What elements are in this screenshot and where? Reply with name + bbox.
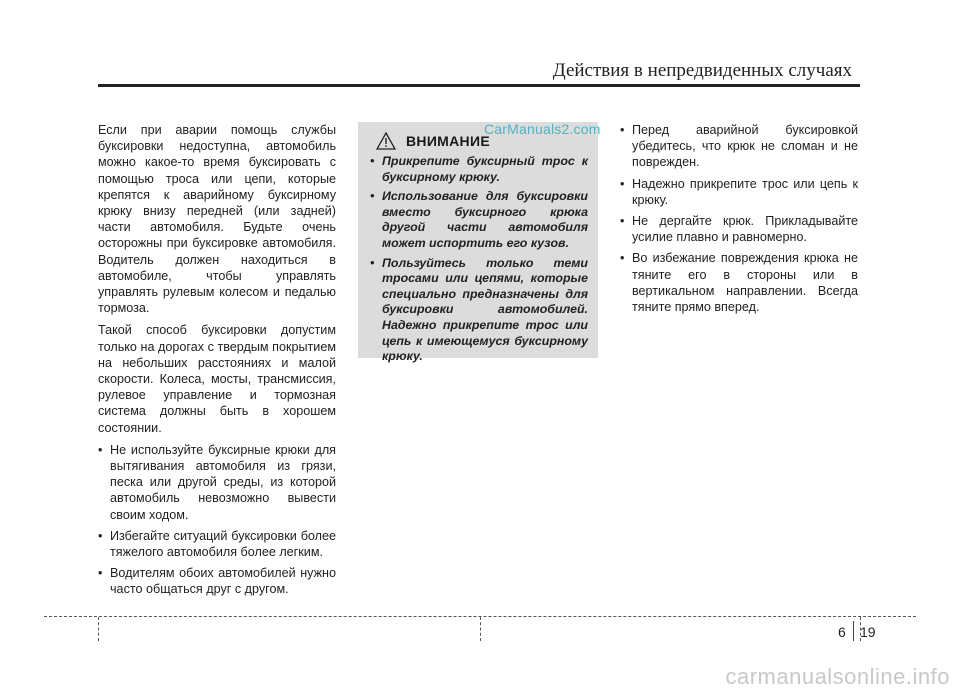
right-column: [620, 122, 858, 320]
list-item: • Избегайте ситуаций буксировки более тяжелого автомобиля более легким.: [98, 528, 336, 560]
paragraph: Если при аварии помощь службы буксировки недоступна, автомобиль можно какое-то время буксировать с помощью троса или цепи, которые крепятся к аварийному буксирному крюку внизу передней (или задней) части автомобиля. Будьте очень осторожны при буксировке автомобиля. Водитель должен находиться в автомобиле, чтобы управлять управлять рулевым колесом и педалью тормоза.: [98, 123, 336, 316]
list-item: • Во избежание повреждения крюка не тяните его в стороны или в вертикальном направлении. Всегда тяните прямо вперед.: [620, 250, 858, 315]
right-bullet-list: [620, 122, 858, 315]
footer-tick: [480, 617, 481, 641]
list-item: • Не дергайте крюк. Прикладывайте усилие плавно и равномерно.: [620, 213, 858, 245]
list-item: • Водителям обоих автомобилей нужно часто общаться друг с другом.: [98, 565, 336, 597]
header-rule: [98, 84, 860, 87]
list-item: • Не используйте буксирные крюки для вытягивания автомобиля из грязи, песка или другой среды, из которой автомобиль невозможно вывести своим ходом.: [98, 442, 336, 523]
list-item: • Надежно прикрепите трос или цепь к крюку.: [620, 176, 858, 208]
warning-triangle-icon: [376, 132, 396, 150]
section-title: Действия в непредвиденных случаях: [552, 60, 852, 81]
watermark-text: CarManuals2.com: [484, 121, 601, 137]
left-column: [98, 122, 336, 603]
list-item: • Пользуйтесь только теми тросами или цепями, которые специально предназначены для буксировки автомобилей. Надежно прикрепите трос или цепь к имеющемуся буксирному крюку.: [370, 256, 588, 365]
paragraph: Такой способ буксировки допустим только на дорогах с твердым покрытием на небольших расстояниях и малой скорости. Колеса, мосты, трансмиссия, рулевое управление и тормозная система должны быть в хорошем состоянии.: [98, 323, 336, 435]
warning-box: [358, 122, 598, 364]
list-item: • Перед аварийной буксировкой убедитесь, что крюк не сломан и не поврежден.: [620, 122, 858, 171]
warning-bullet-list: [370, 154, 588, 365]
list-item: • Прикрепите буксирный трос к буксирному крюку.: [370, 154, 588, 185]
left-bullet-list: [98, 442, 336, 598]
warning-title: ВНИМАНИЕ: [406, 133, 490, 149]
chapter-number: 6: [838, 624, 846, 640]
page-number-separator: [853, 621, 854, 641]
page-number: 19: [860, 624, 876, 640]
list-item: • Использование для буксировки вместо буксирного крюка другой части автомобиля может испортить его кузов.: [370, 189, 588, 251]
footer-watermark: carmanualsonline.info: [725, 664, 950, 689]
footer-tick: [98, 617, 99, 641]
